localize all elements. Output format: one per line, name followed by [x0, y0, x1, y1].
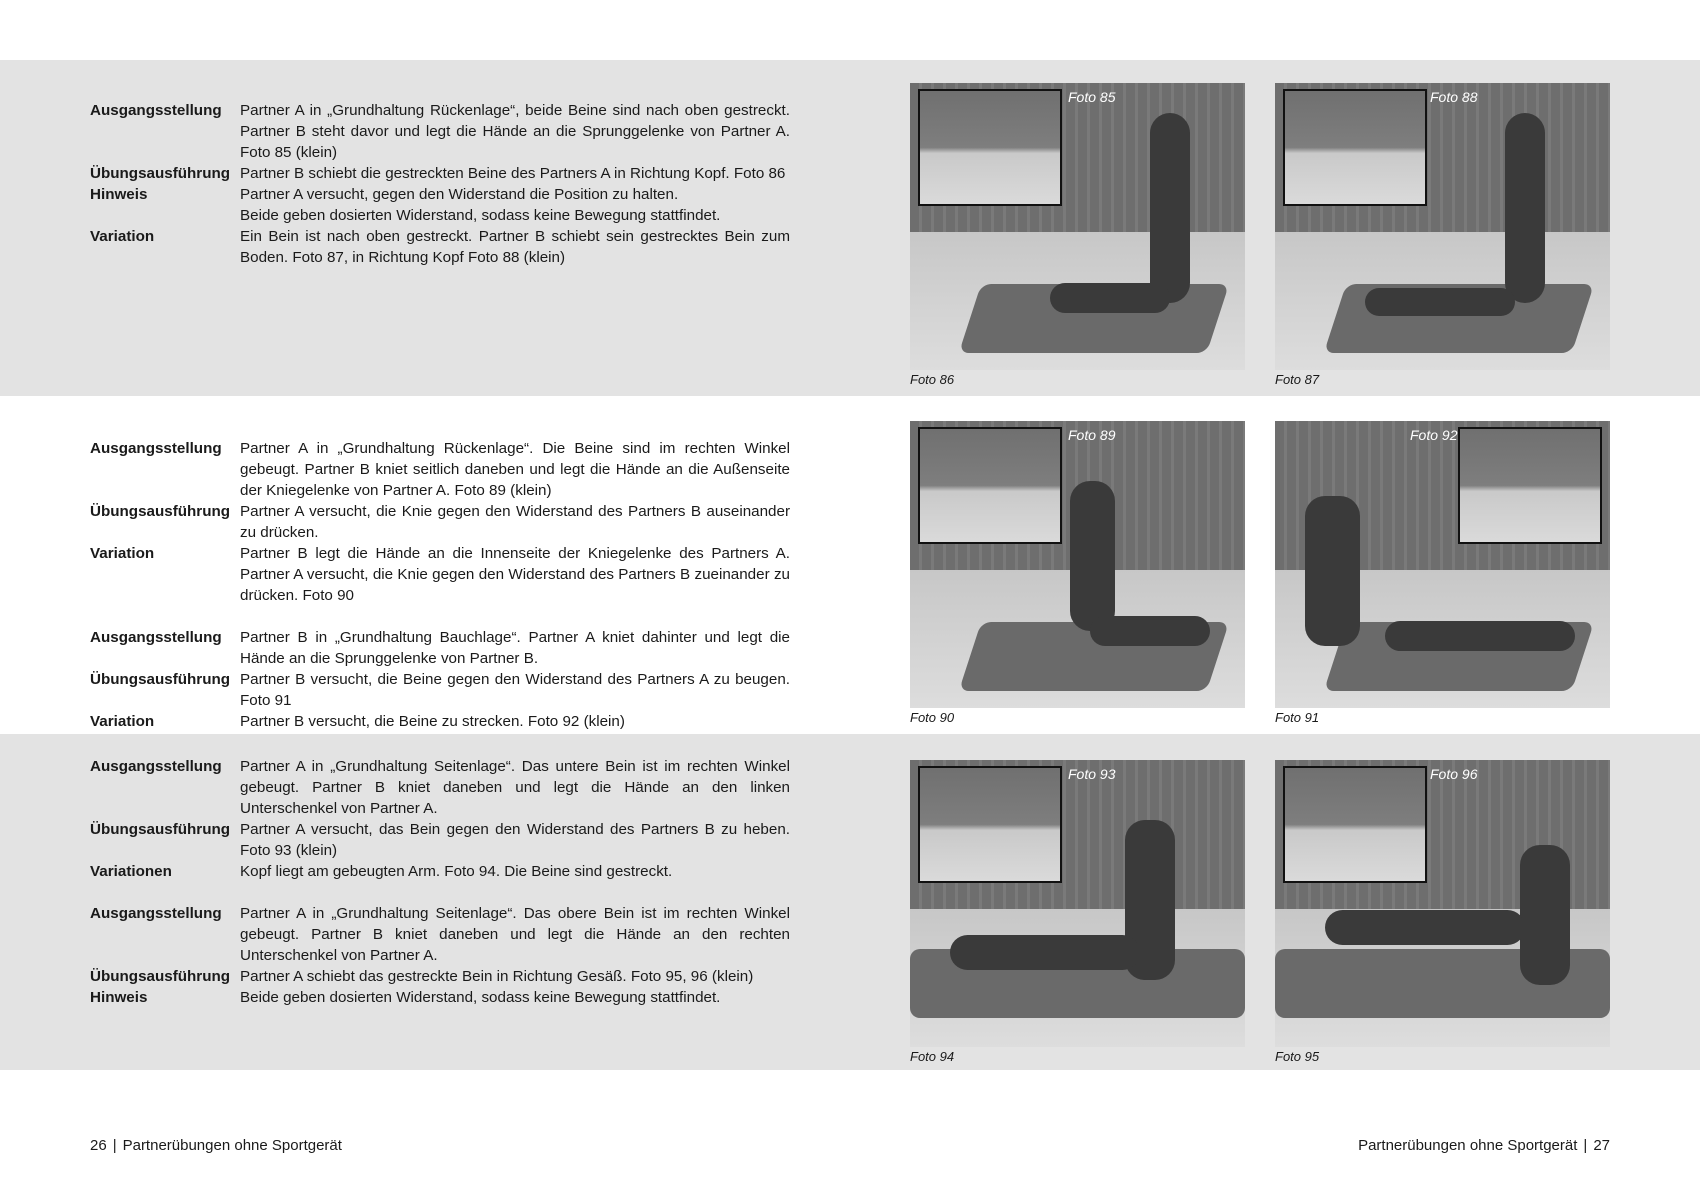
person-figure [1385, 621, 1575, 651]
page-number-right: 27 [1593, 1137, 1610, 1154]
inset-photo [918, 89, 1062, 206]
footer-separator: | [112, 1137, 117, 1154]
text-row [90, 163, 790, 184]
exercise-photo [910, 421, 1245, 708]
exercise-text-1 [90, 100, 790, 268]
exercise-photo [1275, 421, 1610, 708]
inset-photo [1283, 89, 1427, 206]
exercise-photo [910, 760, 1245, 1047]
row-label: Variationen [90, 863, 172, 880]
person-figure [1150, 113, 1190, 303]
row-text: Kopf liegt am gebeugten Arm. Foto 94. Die Beine sind gestreckt. [240, 863, 673, 880]
inset-label: Foto 88 [1430, 89, 1478, 105]
text-row [90, 438, 790, 501]
row-label: Hinweis [90, 989, 148, 1006]
photo-caption: Foto 94 [910, 1049, 955, 1064]
person-figure [1305, 496, 1360, 646]
text-row [90, 711, 790, 732]
person-figure [1325, 910, 1525, 945]
inset-label: Foto 85 [1068, 89, 1116, 105]
text-row [90, 819, 790, 861]
inset-label: Foto 92 [1410, 427, 1458, 443]
row-text: Partner A in „Grundhaltung Rückenlage“. Die Beine sind im rechten Winkel gebeugt. Partner B kniet seitlich daneben und legt die Hände an die Außenseite der Kniegelenke von Partner A. Foto 89 (klein) [240, 440, 790, 499]
photo-caption: Foto 91 [1275, 710, 1320, 725]
text-row [90, 226, 790, 268]
row-label: Übungsausführung [90, 821, 231, 838]
row-text: Partner B versucht, die Beine gegen den Widerstand des Partners A zu beugen. Foto 91 [240, 671, 790, 709]
row-text: Beide geben dosierten Widerstand, sodass keine Bewegung stattfindet. [240, 207, 721, 224]
row-text: Partner B legt die Hände an die Innenseite der Kniegelenke des Partners A. Partner A versucht, die Knie gegen den Widerstand des Partners B zueinander zu drücken. Foto 90 [240, 545, 790, 604]
row-text: Partner A versucht, gegen den Widerstand die Position zu halten. [240, 186, 679, 203]
row-text: Partner B versucht, die Beine zu strecken. Foto 92 (klein) [240, 713, 625, 730]
person-figure [1505, 113, 1545, 303]
inset-label: Foto 89 [1068, 427, 1116, 443]
text-row [90, 756, 790, 819]
row-label: Variation [90, 228, 155, 245]
footer-left [90, 1137, 342, 1154]
row-text: Beide geben dosierten Widerstand, sodass keine Bewegung stattfindet. [240, 989, 721, 1006]
text-row [90, 966, 790, 987]
row-label: Übungsausführung [90, 165, 231, 182]
row-text: Partner B schiebt die gestreckten Beine des Partners A in Richtung Kopf. Foto 86 [240, 165, 786, 182]
exercise-text-3 [90, 756, 790, 1008]
person-figure [1365, 288, 1515, 316]
inset-label: Foto 93 [1068, 766, 1116, 782]
person-figure [950, 935, 1140, 970]
inset-label: Foto 96 [1430, 766, 1478, 782]
person-figure [1090, 616, 1210, 646]
person-figure [1050, 283, 1170, 313]
text-row [90, 861, 790, 882]
row-label: Variation [90, 545, 155, 562]
person-figure [1520, 845, 1570, 985]
inset-photo [1283, 766, 1427, 883]
text-row [90, 543, 790, 606]
page-number-left: 26 [90, 1137, 107, 1154]
row-text: Ein Bein ist nach oben gestreckt. Partner B schiebt sein gestrecktes Bein zum Boden. Foto 87, in Richtung Kopf Foto 88 (klein) [240, 228, 790, 266]
text-row [90, 987, 790, 1008]
text-row [90, 669, 790, 711]
photo-caption: Foto 86 [910, 372, 955, 387]
row-label [90, 205, 240, 226]
inset-photo [918, 766, 1062, 883]
row-label: Hinweis [90, 186, 148, 203]
footer-separator: | [1583, 1137, 1588, 1154]
row-label: Ausgangsstellung [90, 758, 222, 775]
exercise-photo [1275, 83, 1610, 370]
footer-title-right: Partnerübungen ohne Sportgerät [1358, 1137, 1578, 1154]
footer-title-left: Partnerübungen ohne Sportgerät [122, 1137, 342, 1154]
inset-photo [1458, 427, 1602, 544]
row-text: Partner A in „Grundhaltung Seitenlage“. Das obere Bein ist im rechten Winkel gebeugt. Partner B kniet daneben und legt die Hände an den rechten Unterschenkel von Partner A. [240, 905, 790, 964]
row-label: Ausgangsstellung [90, 905, 222, 922]
row-label: Übungsausführung [90, 968, 231, 985]
row-text: Partner A versucht, die Knie gegen den Widerstand des Partners B auseinander zu drücken. [240, 503, 790, 541]
exercise-photo [910, 83, 1245, 370]
text-row [90, 205, 790, 226]
row-label: Variation [90, 713, 155, 730]
text-row [90, 903, 790, 966]
photo-caption: Foto 95 [1275, 1049, 1320, 1064]
exercise-photo [1275, 760, 1610, 1047]
row-label: Ausgangsstellung [90, 629, 222, 646]
text-row [90, 100, 790, 163]
text-row [90, 501, 790, 543]
inset-photo [918, 427, 1062, 544]
row-text: Partner A in „Grundhaltung Rückenlage“, beide Beine sind nach oben gestreckt. Partner B steht davor und legt die Hände an die Sprunggelenke von Partner A. Foto 85 (klein) [240, 102, 790, 161]
row-text: Partner A schiebt das gestreckte Bein in Richtung Gesäß. Foto 95, 96 (klein) [240, 968, 754, 985]
text-row [90, 627, 790, 669]
photo-caption: Foto 90 [910, 710, 955, 725]
row-label: Übungsausführung [90, 671, 231, 688]
row-label: Übungsausführung [90, 503, 231, 520]
photo-caption: Foto 87 [1275, 372, 1320, 387]
person-figure [1070, 481, 1115, 631]
row-label: Ausgangsstellung [90, 440, 222, 457]
row-label: Ausgangsstellung [90, 102, 222, 119]
row-text: Partner B in „Grundhaltung Bauchlage“. Partner A kniet dahinter und legt die Hände an die Sprunggelenke von Partner B. [240, 629, 790, 667]
text-row [90, 184, 790, 205]
footer-right [1358, 1137, 1610, 1154]
row-text: Partner A in „Grundhaltung Seitenlage“. Das untere Bein ist im rechten Winkel gebeugt. Partner B kniet daneben und legt die Hände an den linken Unterschenkel von Partner A. [240, 758, 790, 817]
exercise-text-2 [90, 438, 790, 732]
row-text: Partner A versucht, das Bein gegen den Widerstand des Partners B zu heben. Foto 93 (klein) [240, 821, 790, 859]
